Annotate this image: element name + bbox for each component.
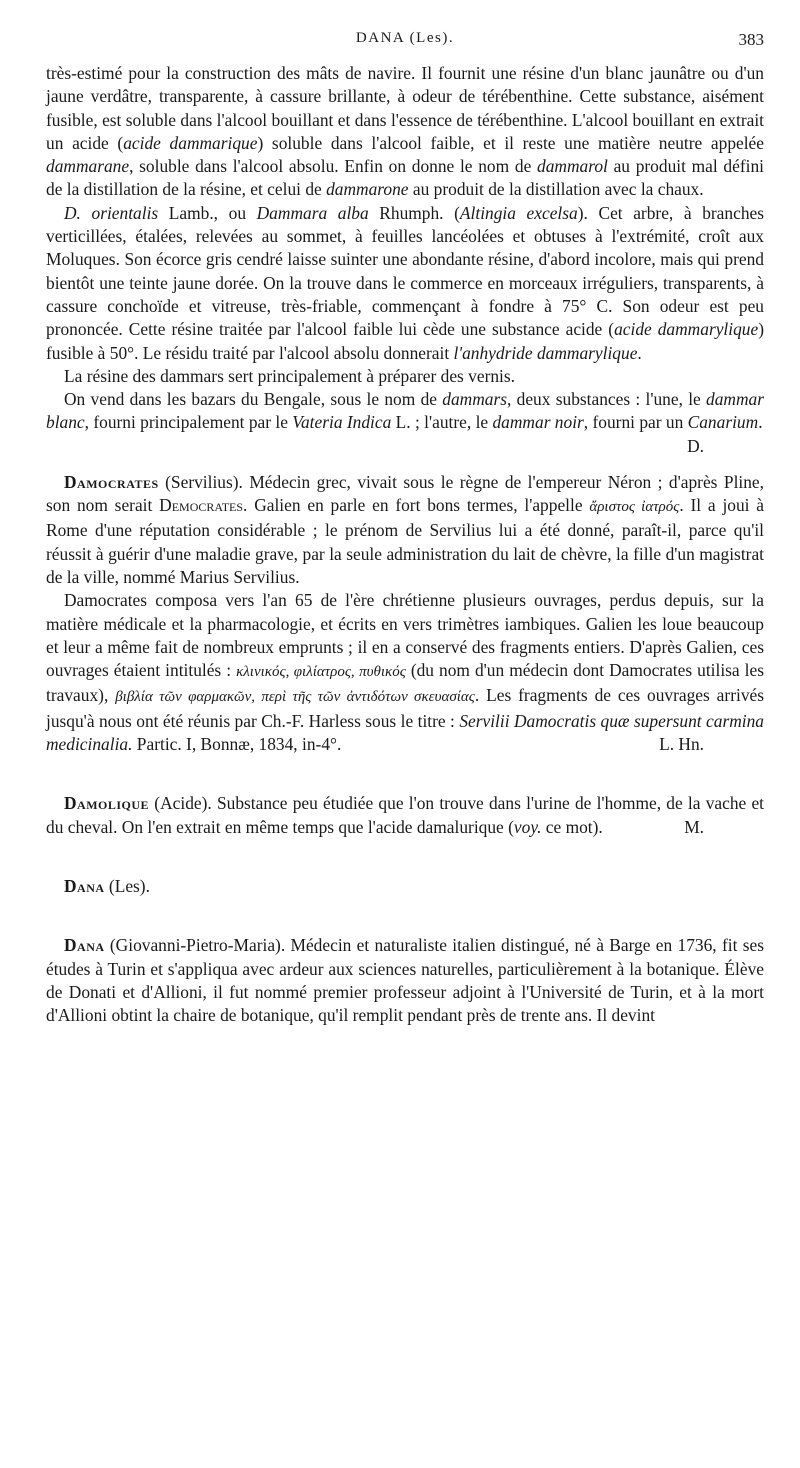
damolique-headword: Damolique [64,793,150,814]
running-title: DANA (Les). [355,30,455,46]
article-body [46,62,764,1027]
dammara-paragraph-3: La résine des dammars sert principalement à préparer des vernis. [64,365,516,386]
damolique-paragraph: Damolique (Acide). Substance peu étudiée que l'on trouve dans l'urine de l'homme, de la vache et du cheval. On l'en extrait en même temps que l'acide damalurique (voy. ce mot). M. [46,792,764,839]
running-header [46,30,764,58]
dammara-signature: D. [687,435,704,456]
damocrates-paragraph-1: Damocrates (Servilius). Médecin grec, vivait sous le règne de l'empereur Néron ; d'après Pline, son nom serait Democrates. Galien en parle en fort bons termes, l'appelle ἄριστος ἰατρός. Il a joui à Rome d'une réputation considérable ; le prénom de Servilius lui a été donné, paraît-il, parce qu'il réussit à guérir d'une maladie grave, par la seule administration du lait de chèvre, la fille d'un magistrat de la ville, nommé Marius Servilius. [46,471,765,587]
dana-giovanni-headword: Dana [64,935,105,956]
damocrates-signature: L. Hn. [659,734,704,755]
dana-les-headword: Dana [64,875,105,896]
dammara-paragraph-1: très-estimé pour la construction des mâts de navire. Il fournit une résine d'un blanc jaunâtre ou d'un jaune verdâtre, transparente, à cassure brillante, à odeur de térébenthine. Cette substance, aisément fusible, est soluble dans l'alcool bouillant et dans l'essence de térébenthine. L'alcool bouillant en extrait un acide (acide dammarique) soluble dans l'alcool faible, et il reste une matière neutre appelée dammarane, soluble dans l'alcool absolu. Enfin on donne le nom de dammarol au produit mal défini de la distillation de la résine, et celui de dammarone au produit de la distillation avec la chaux. [46,63,764,200]
damocrates-paragraph-2: Damocrates composa vers l'an 65 de l'ère chrétienne plusieurs ouvrages, perdus depuis, sur la matière médicale et la pharmacologie, et écrits en vers trimètres iambiques. Galien les loue beaucoup et leur a même fait de nombreux emprunts ; il en a conservé des fragments entiers. D'après Galien, ces ouvrages étaient intitulés : κλινικός, φιλίατρος, πυθικός (du nom d'un médecin dont Damocrates utilisa les travaux), βιβλία τῶν φαρμακῶν, περὶ τῆς τῶν ἀντιδότων σκευασίας. Les fragments de ces ouvrages arrivés jusqu'à nous ont été réunis par Ch.-F. Harless sous le titre : Servilii Damocratis quæ supersunt carmina medicinalia. Partic. I, Bonnæ, 1834, in-4°. L. Hn. [46,589,764,756]
dana-les-heading: Dana (Les). [64,875,150,896]
damolique-signature: M. [684,816,704,837]
page-number: 383 [738,30,764,49]
dana-giovanni-paragraph: Dana (Giovanni-Pietro-Maria). Médecin et naturaliste italien distingué, né à Barge en 1736, fit ses études à Turin et s'appliqua avec ardeur aux sciences naturelles, particulièrement à la botanique. Élève de Donati et d'Allioni, il fut nommé premier professeur adjoint à l'Université de Turin, et à la mort d'Allioni obtint la chaire de botanique, qu'il remplit pendant près de trente ans. Il devint [46,935,764,1026]
dammara-paragraph-2: D. orientalis Lamb., ou Dammara alba Rhumph. (Altingia excelsa). Cet arbre, à branches verticillées, étalées, relevées au sommet, à feuilles lancéolées et obtuses à l'extrémité, croît aux Moluques. Son écorce gris cendré laisse suinter une abondante résine, d'abord incolore, mais qui prend bientôt une teinte jaune dorée. On la trouve dans le commerce en morceaux irréguliers, transparents, à cassure conchoïde et vitreuse, très-friable, commençant à fondre à 75° C. Son odeur est peu prononcée. Cette résine traitée par l'alcool faible lui cède une substance acide (acide dammarylique) fusible à 50°. Le résidu traité par l'alcool absolu donnerait l'anhydride dammarylique. [46,202,764,363]
dammara-paragraph-4: On vend dans les bazars du Bengale, sous le nom de dammars, deux substances : l'une, le dammar blanc, fourni principalement par le Vateria Indica L. ; l'autre, le dammar noir, fourni par un Canarium. D. [46,388,764,435]
damocrates-headword: Damocrates [64,471,159,492]
